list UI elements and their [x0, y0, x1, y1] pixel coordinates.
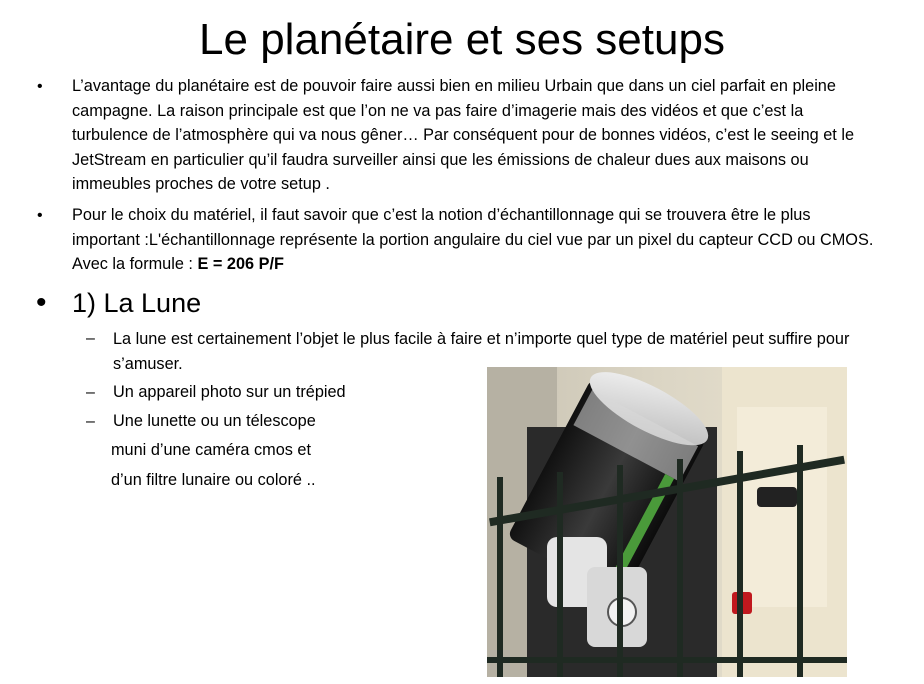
bullet-dot: • [37, 78, 43, 95]
bullet-2-text [72, 203, 882, 277]
telescope-photo [487, 367, 847, 677]
sub-item-3-cont-1: muni d’une caméra cmos et [111, 441, 311, 459]
dash-marker: – [86, 330, 95, 347]
formula: E = 206 P/F [197, 255, 284, 274]
sub-item-2: Un appareil photo sur un trépied [113, 383, 346, 401]
bullet-1-text: L’avantage du planétaire est de pouvoir faire aussi bien en milieu Urbain que dans un ciel parfait en pleine campagne. La raison principale est que l’on ne va pas faire d’imagerie mais des vidéos et que c’est la turbulence de l’atmosphère qui va nous gêner… Par conséquent pour de bonnes vidéos, c’est le seeing et le JetStream en particulier qu’il faudra surveiller ainsi que les émissions de chaleur dues aux maisons ou immeubles proches de votre setup . [72, 77, 855, 194]
bullet-2-body: Pour le choix du matériel, il faut savoir que c’est la notion d’échantillonnage qui se trouvera être le plus important :L'échantillonnage représente la portion angulaire du ciel vue par un pixel du capteur CCD ou CMOS. Avec la formule : [72, 206, 874, 274]
sub-item-1: La lune est certainement l’objet le plus facile à faire et n’importe quel type de matériel peut suffire pour s’amuser. [113, 330, 850, 373]
sub-item-3-cont-2: d’un filtre lunaire ou coloré .. [111, 471, 316, 489]
dash-marker: – [86, 384, 95, 401]
sub-item-3: Une lunette ou un télescope [113, 412, 316, 430]
section-bullet: • [36, 286, 47, 319]
dash-marker: – [86, 413, 95, 430]
bullet-dot: • [37, 207, 43, 224]
slide-title: Le planétaire et ses setups [199, 15, 725, 64]
section-heading: 1) La Lune [72, 288, 202, 318]
